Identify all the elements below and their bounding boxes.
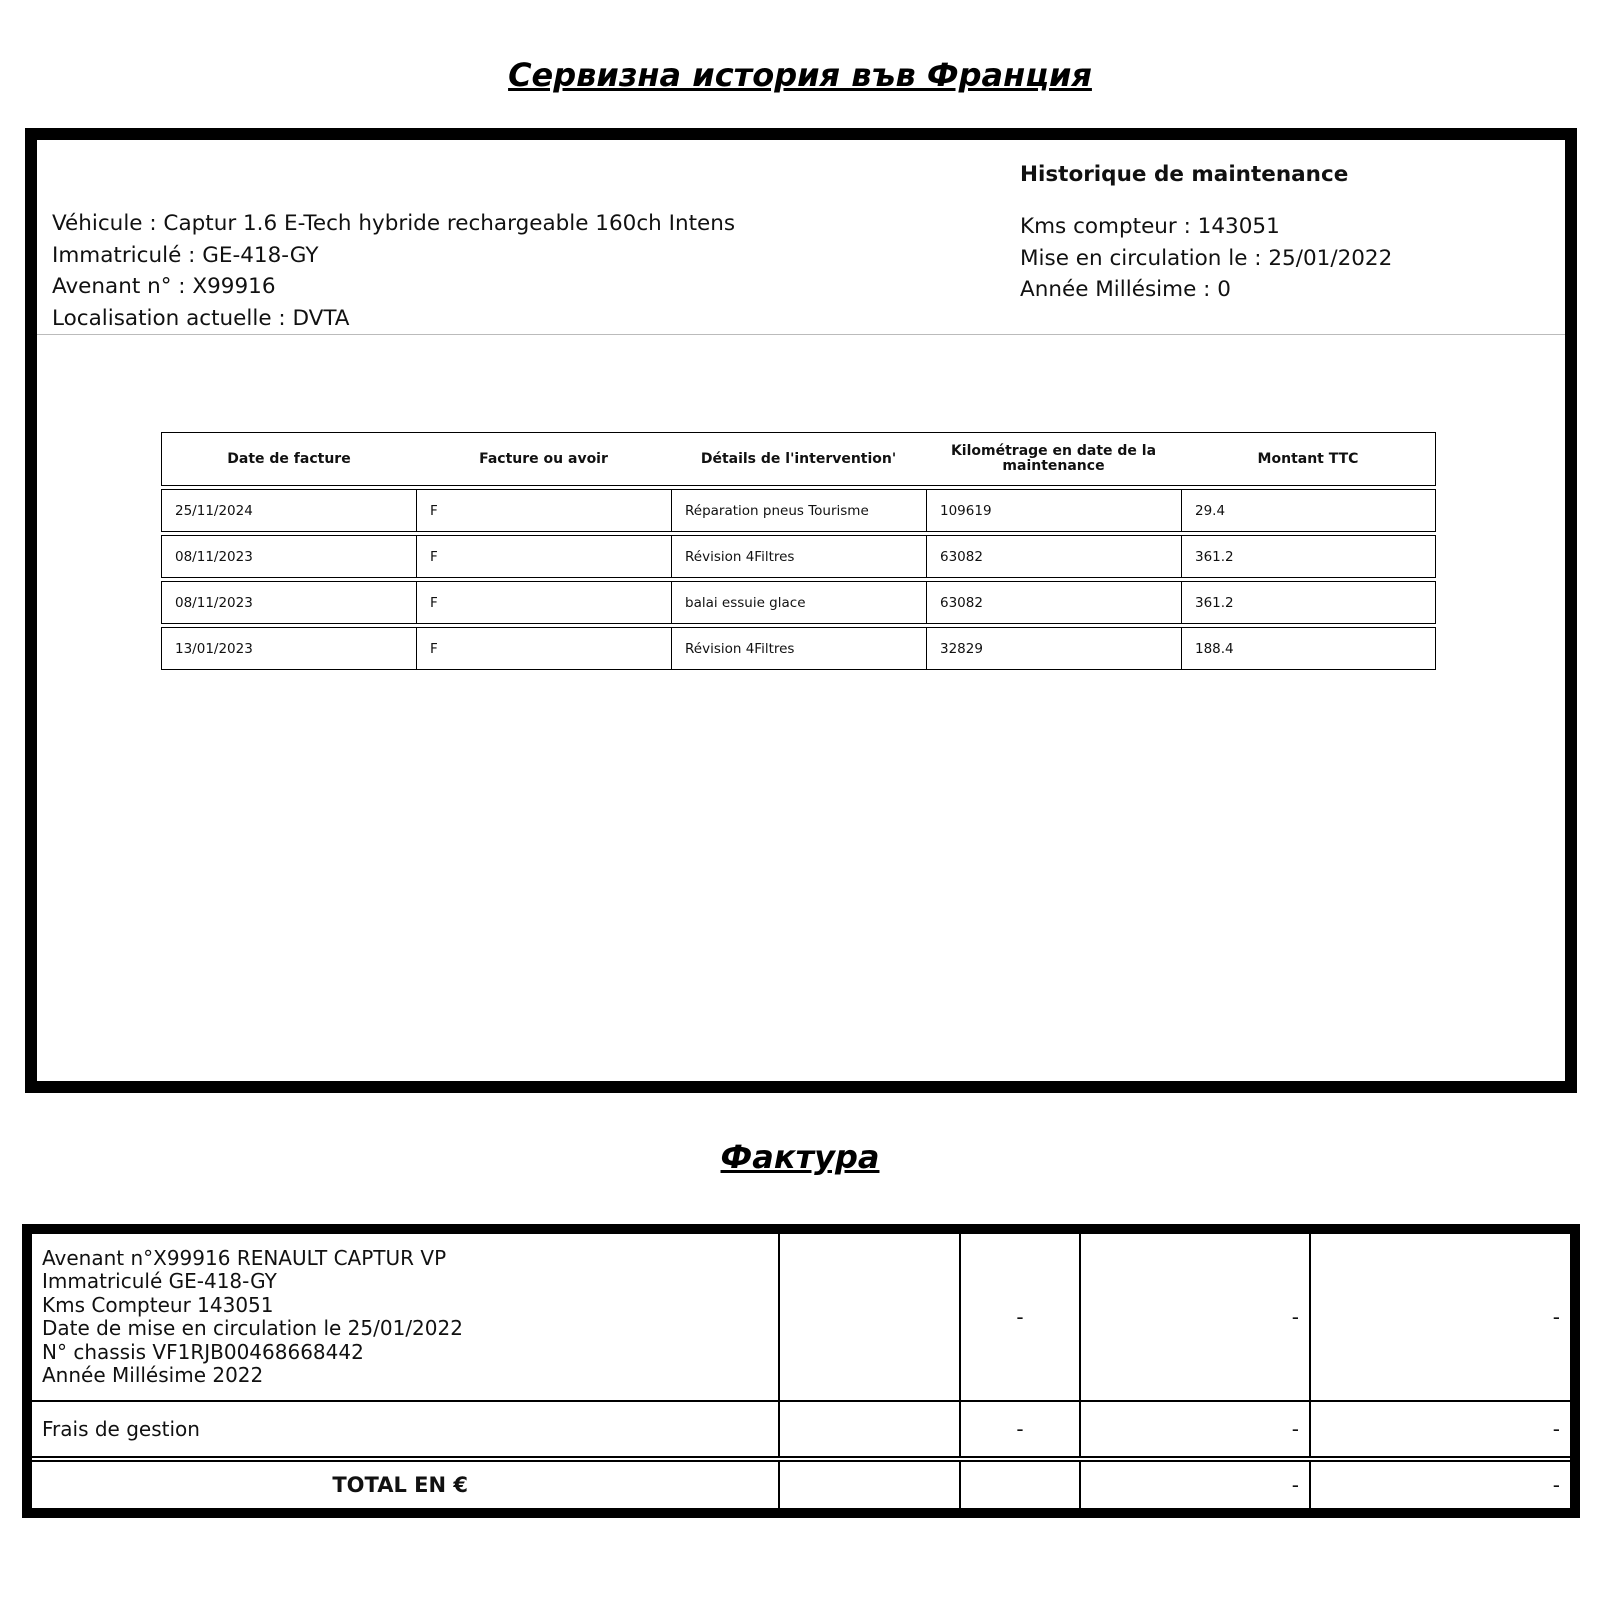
value-cell: - — [960, 1234, 1080, 1401]
invoice-fees-row — [32, 1401, 1570, 1459]
mileage-cell: 63082 — [926, 581, 1181, 624]
intervention-cell: Révision 4Filtres — [671, 535, 926, 578]
invoice-description-cell — [32, 1234, 779, 1401]
value-cell: - — [1310, 1234, 1570, 1401]
table-row — [161, 489, 1436, 532]
vehicle-model: Véhicule : Captur 1.6 E-Tech hybride rechargeable 160ch Intens — [52, 211, 736, 236]
invoice-table — [32, 1234, 1570, 1508]
mileage-cell: 109619 — [926, 489, 1181, 532]
amount-cell: 188.4 — [1181, 627, 1436, 670]
invoice-registration-line: Immatriculé GE-418-GY — [42, 1269, 277, 1293]
intervention-cell: Réparation pneus Tourisme — [671, 489, 926, 532]
vehicle-info — [52, 208, 735, 334]
odometer: Kms compteur : 143051 — [1020, 214, 1280, 239]
invoice-panel — [22, 1224, 1580, 1518]
table-row — [161, 535, 1436, 578]
circulation-date: Mise en circulation le : 25/01/2022 — [1020, 245, 1393, 271]
invoice-type-cell: F — [416, 627, 671, 670]
invoice-type-cell: F — [416, 535, 671, 578]
invoice-year-line: Année Millésime 2022 — [42, 1363, 264, 1387]
empty-cell — [779, 1459, 960, 1508]
value-cell: - — [1080, 1401, 1310, 1459]
invoice-contract-line: Avenant n°X99916 RENAULT CAPTUR VP — [42, 1245, 447, 1270]
mileage-cell: 63082 — [926, 535, 1181, 578]
column-header: Facture ou avoir — [416, 432, 671, 486]
column-header: Kilométrage en date de la maintenance — [926, 432, 1181, 486]
intervention-cell: Révision 4Filtres — [671, 627, 926, 670]
page-title: Сервизна история във Франция — [508, 56, 1092, 94]
empty-cell — [779, 1401, 960, 1459]
invoice-vehicle-row — [32, 1234, 1570, 1401]
column-header: Détails de l'intervention' — [671, 432, 926, 486]
vehicle-location: Localisation actuelle : DVTA — [52, 305, 350, 331]
invoice-date-cell: 08/11/2023 — [161, 581, 416, 624]
table-row — [161, 581, 1436, 624]
amount-cell: 361.2 — [1181, 581, 1436, 624]
invoice-title: Фактура — [720, 1138, 880, 1176]
maintenance-history-panel — [25, 128, 1577, 1093]
vehicle-contract-number: Avenant n° : X99916 — [52, 274, 276, 299]
total-value-cell: - — [1080, 1459, 1310, 1508]
mileage-cell: 32829 — [926, 627, 1181, 670]
total-label: TOTAL EN € — [32, 1459, 779, 1508]
empty-cell — [779, 1234, 960, 1401]
column-header: Montant TTC — [1181, 432, 1436, 486]
invoice-total-row — [32, 1459, 1570, 1508]
maintenance-title: Historique de maintenance — [1020, 162, 1349, 187]
invoice-chassis-line: N° chassis VF1RJB00468668442 — [42, 1339, 364, 1364]
model-year: Année Millésime : 0 — [1020, 277, 1231, 302]
total-value-cell: - — [1552, 1473, 1560, 1497]
vehicle-registration: Immatriculé : GE-418-GY — [52, 242, 319, 268]
invoice-odometer-line: Kms Compteur 143051 — [42, 1292, 274, 1317]
intervention-cell: balai essuie glace — [671, 581, 926, 624]
vehicle-header — [37, 140, 1565, 335]
amount-cell: 361.2 — [1181, 535, 1436, 578]
invoice-circulation-line: Date de mise en circulation le 25/01/2022 — [42, 1316, 463, 1340]
maintenance-summary — [1020, 162, 1392, 306]
invoice-type-cell: F — [416, 581, 671, 624]
value-cell: - — [960, 1401, 1080, 1459]
amount-cell: 29.4 — [1181, 489, 1436, 532]
invoice-type-cell: F — [416, 489, 671, 532]
invoice-date-cell: 25/11/2024 — [161, 489, 416, 532]
table-row — [161, 627, 1436, 670]
column-header: Date de facture — [161, 432, 416, 486]
invoice-date-cell: 08/11/2023 — [161, 535, 416, 578]
value-cell: - — [1310, 1401, 1570, 1459]
table-header-row — [161, 432, 1436, 486]
empty-cell — [960, 1459, 1080, 1508]
value-cell: - — [1080, 1234, 1310, 1401]
maintenance-table — [161, 429, 1436, 673]
invoice-date-cell: 13/01/2023 — [161, 627, 416, 670]
fees-label: Frais de gestion — [32, 1401, 779, 1459]
